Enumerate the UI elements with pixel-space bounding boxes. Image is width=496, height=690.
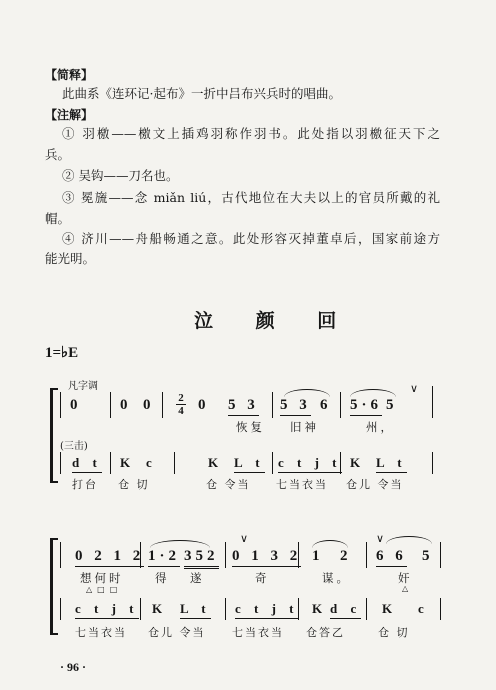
annotation-marker: ④ — [62, 231, 76, 246]
lyric: 遂 — [190, 571, 205, 585]
vocal-note: 352 — [184, 547, 219, 569]
barline — [432, 452, 433, 474]
vocal-note: 0 — [198, 397, 210, 413]
vocal-note: 1 — [312, 548, 324, 564]
zhujie-label: 【注解】 — [45, 108, 94, 122]
percussion-note: d t — [72, 455, 102, 473]
barline — [440, 542, 441, 568]
page-number: · 96 · — [60, 660, 87, 674]
system-bracket-hook — [50, 538, 58, 540]
lyric: 得 — [155, 571, 170, 585]
annotation-3-line1 — [62, 190, 440, 206]
annotation-1-line1 — [62, 126, 440, 142]
barline — [366, 598, 367, 620]
percussion-note: c — [418, 601, 429, 616]
vocal-note: 0 — [70, 397, 82, 413]
system-bracket — [50, 390, 53, 482]
percussion-note: K — [208, 455, 224, 470]
vocal-note: 0 — [143, 397, 155, 413]
percussion-note: d c — [330, 601, 361, 619]
annotation-text: 吴钩——刀名也。 — [78, 168, 179, 183]
percussion-syllable: 仓 切 — [118, 478, 150, 491]
slur — [386, 536, 432, 544]
breath-mark: ∨ — [410, 382, 419, 395]
lyric: 奇 — [255, 571, 270, 585]
annotation-text: 冕旒——念 miǎn liú，古代地位在大夫以上的官员所戴的礼 — [80, 190, 440, 205]
breath-mark: ∨ — [376, 532, 385, 545]
barline — [162, 392, 163, 418]
barline — [225, 542, 226, 568]
vocal-note: 5 — [422, 548, 434, 564]
percussion-label: (三击) — [60, 441, 88, 452]
annotation-marker: ① — [62, 126, 77, 141]
time-signature-denominator: 4 — [178, 405, 184, 417]
barline — [272, 392, 273, 418]
barline — [110, 452, 111, 474]
percussion-syllable: 仓 切 — [378, 626, 410, 639]
vocal-note: 2 — [340, 548, 352, 564]
percussion-note: L t — [180, 601, 211, 619]
barline — [60, 392, 61, 418]
annotation-4 — [62, 231, 440, 247]
annotation-text: 济川——舟船畅通之意。此处形容灭掉董卓后，国家前途方 — [81, 231, 440, 246]
slur — [350, 389, 396, 397]
slur — [312, 540, 348, 548]
percussion-syllable: 仓儿 令当 — [148, 626, 206, 639]
annotation-2 — [62, 168, 179, 184]
time-signature-numerator: 2 — [178, 392, 184, 404]
percussion-note: K — [120, 455, 136, 470]
vocal-note: 5 3 — [280, 396, 311, 416]
annotation-3-line2: 帽。 — [45, 211, 71, 226]
system-bracket-hook — [50, 633, 58, 635]
piece-title: 泣 颜 回 — [194, 310, 355, 332]
annotation-4-line1 — [62, 231, 440, 247]
barline — [60, 598, 61, 620]
percussion-note: L t — [234, 455, 265, 473]
key-signature: 1=♭E — [45, 345, 79, 361]
percussion-note: c t j t — [278, 455, 342, 473]
lyric: 奸 — [398, 571, 413, 585]
lyric: 旧神 — [290, 420, 319, 434]
banyan-mark: △□□ — [86, 585, 123, 594]
barline — [140, 598, 141, 620]
barline — [60, 452, 61, 474]
barline — [225, 598, 226, 620]
system-bracket — [50, 540, 53, 634]
vocal-note: 0 2 1 2 — [75, 547, 144, 567]
annotation-text: 羽檄——檄文上插鸡羽称作羽书。此处指以羽檄征天下之 — [82, 126, 440, 141]
lyric: 想何时 — [80, 571, 124, 585]
vocal-note: 1·2 — [148, 547, 180, 567]
vocal-note: 0 — [120, 397, 132, 413]
percussion-note: c t j t — [75, 601, 139, 619]
breath-mark: ∨ — [240, 532, 249, 545]
percussion-syllable: 打台 — [72, 478, 98, 491]
slur — [150, 540, 210, 548]
annotation-3 — [62, 190, 440, 206]
annotation-4-line2: 能光明。 — [45, 251, 96, 266]
annotation-marker: ③ — [62, 190, 76, 205]
barline — [440, 598, 441, 620]
vocal-note: 5 — [386, 397, 398, 413]
system-bracket-hook — [50, 481, 58, 483]
vocal-note: 6 6 — [376, 547, 407, 567]
annotation-1 — [62, 126, 440, 142]
percussion-note: K — [382, 601, 398, 616]
jianshi-label: 【简释】 — [45, 68, 94, 82]
barline — [272, 452, 273, 474]
time-signature — [176, 393, 186, 416]
barline — [366, 542, 367, 568]
slur — [284, 389, 330, 397]
percussion-note: c — [146, 455, 157, 470]
annotation-marker: ② — [62, 168, 75, 183]
jianshi-text: 此曲系《连环记·起布》一折中吕布兴兵时的唱曲。 — [62, 86, 341, 101]
percussion-note: c t j t — [235, 601, 299, 619]
percussion-syllable: 七当衣当 — [232, 626, 284, 639]
percussion-syllable: 七当衣当 — [75, 626, 127, 639]
percussion-note: K — [312, 601, 328, 616]
system-bracket-hook — [50, 388, 58, 390]
barline — [432, 386, 433, 418]
vocal-note: 0 1 3 2 — [232, 547, 301, 567]
barline — [340, 392, 341, 418]
vocal-note: 5·6 — [350, 396, 382, 416]
lyric: 州， — [366, 420, 395, 434]
annotation-1-line2: 兵。 — [45, 147, 71, 162]
barline — [60, 542, 61, 568]
barline — [110, 392, 111, 418]
barline — [174, 452, 175, 474]
vocal-note: 5 3 — [228, 396, 259, 416]
percussion-note: K — [350, 455, 366, 470]
percussion-syllable: 七当衣当 — [276, 478, 328, 491]
percussion-syllable: 仓儿 令当 — [346, 478, 404, 491]
percussion-syllable: 仓 令当 — [206, 478, 251, 491]
lyric: 谋。 — [322, 571, 351, 585]
percussion-note: L t — [376, 455, 407, 473]
mode-label: 凡字调 — [68, 381, 98, 392]
percussion-note: K — [152, 601, 168, 616]
percussion-syllable: 仓答乙 — [306, 626, 345, 639]
lyric: 恢复 — [236, 420, 265, 434]
vocal-note: 6 — [320, 397, 332, 413]
banyan-mark: △ — [402, 584, 414, 593]
